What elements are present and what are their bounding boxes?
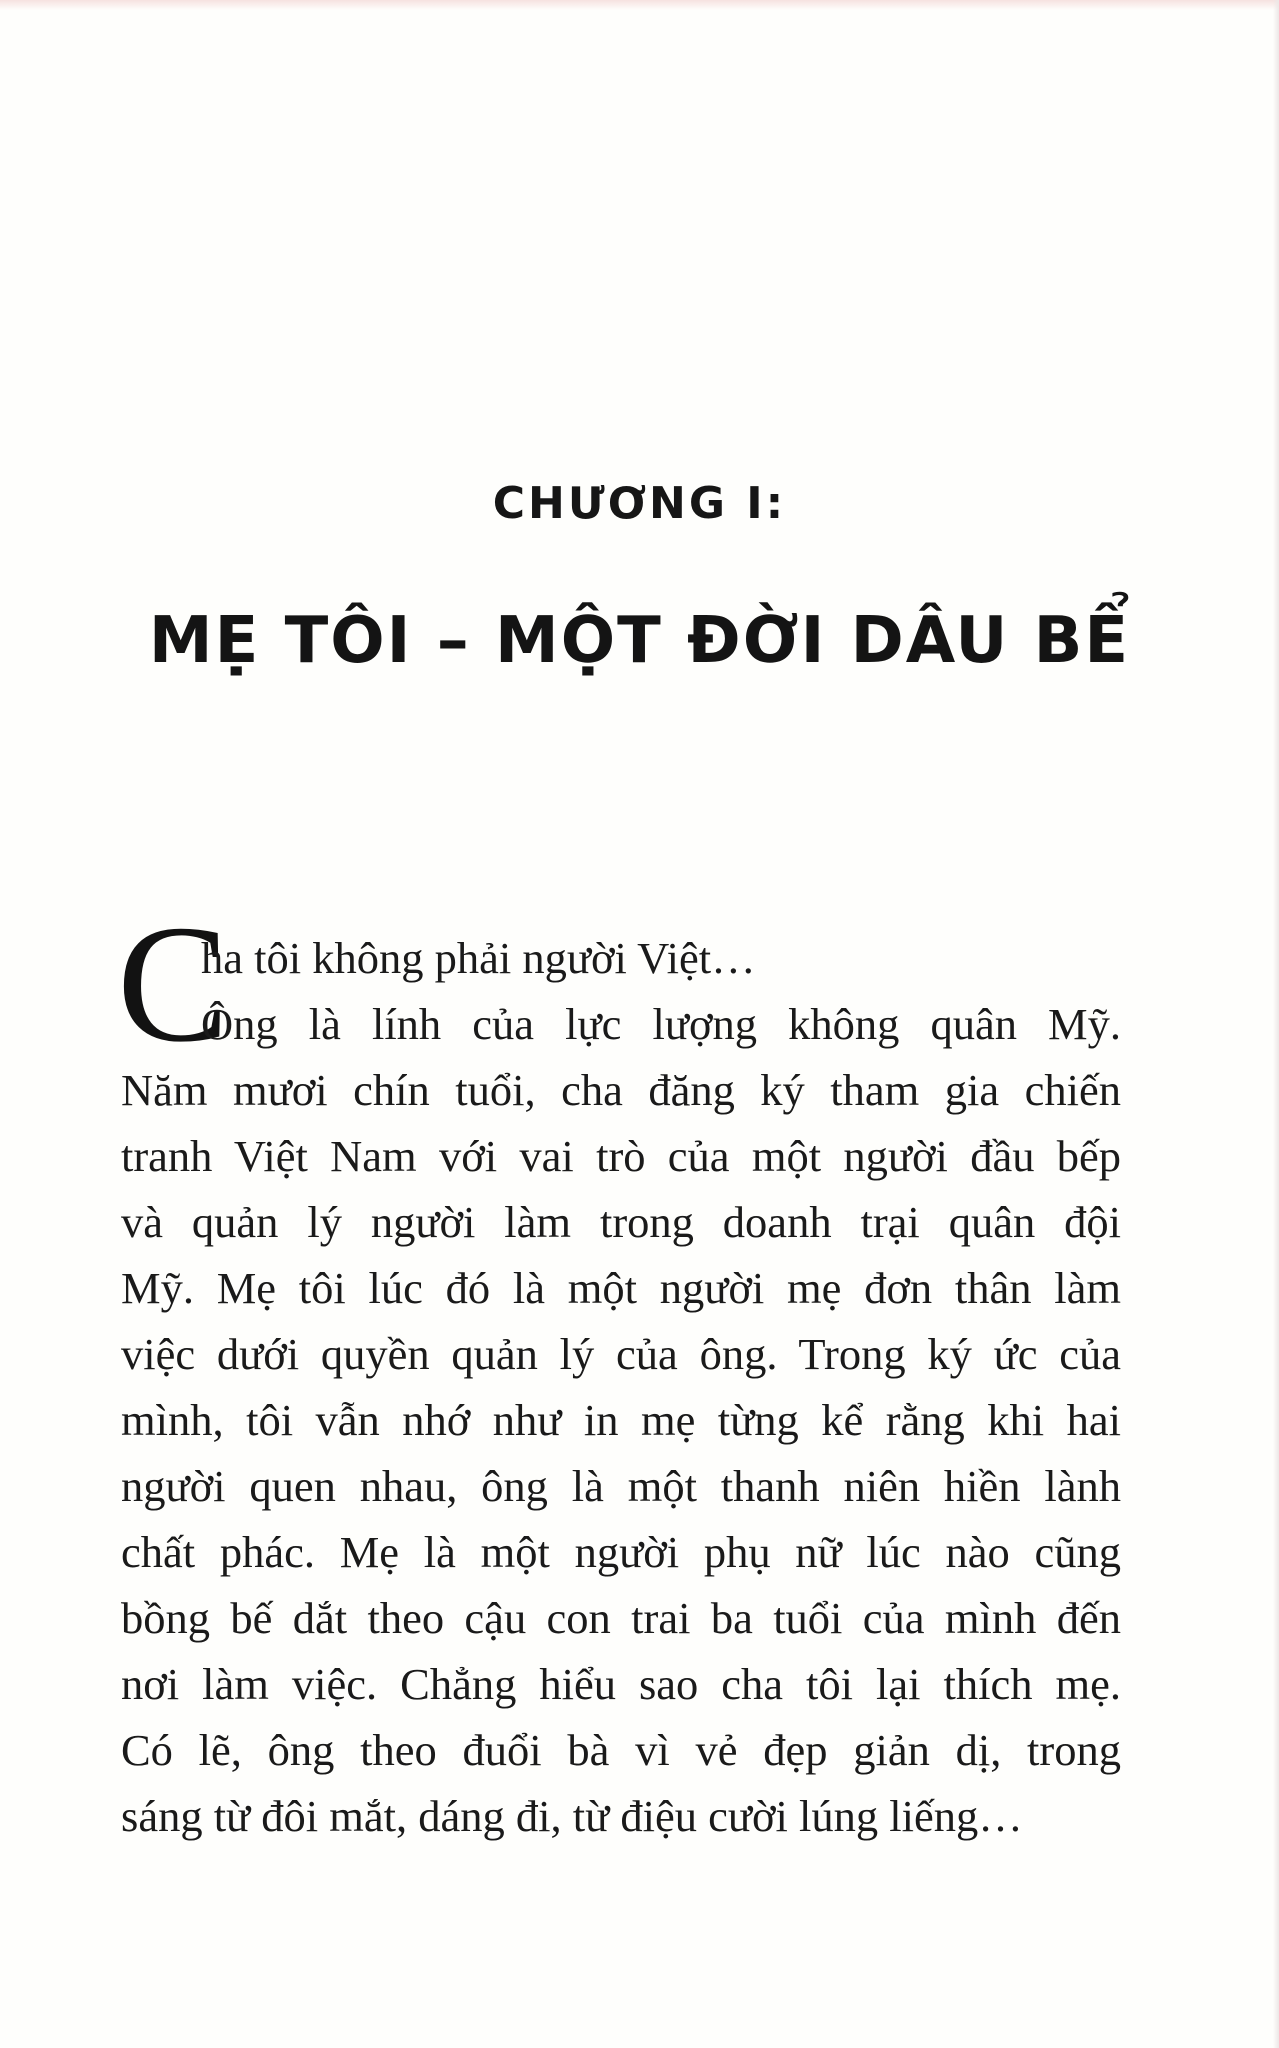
body-line: và quản lý người làm trong doanh trại quân đội [121, 1197, 1121, 1247]
body-line: Năm mươi chín tuổi, cha đăng ký tham gia chiến [121, 1065, 1121, 1115]
page-right-edge [1273, 0, 1279, 2048]
body-line: bồng bế dắt theo cậu con trai ba tuổi của mình đến [121, 1593, 1121, 1643]
chapter-title: MẸ TÔI – MỘT ĐỜI DÂU BỂ [148, 604, 1131, 678]
chapter-label: CHƯƠNG I: [492, 478, 787, 529]
body-line: mình, tôi vẫn nhớ như in mẹ từng kể rằng khi hai [121, 1395, 1121, 1445]
drop-cap: C [117, 891, 230, 1077]
body-line: Mỹ. Mẹ tôi lúc đó là một người mẹ đơn thân làm [121, 1263, 1121, 1313]
body-line: tranh Việt Nam với vai trò của một người đầu bếp [121, 1131, 1121, 1181]
body-line: người quen nhau, ông là một thanh niên hiền lành [121, 1461, 1121, 1511]
body-line: Ông là lính của lực lượng không quân Mỹ. [201, 999, 1121, 1049]
page-top-edge [0, 0, 1279, 10]
body-line: ha tôi không phải người Việt… [201, 933, 756, 983]
body-line: nơi làm việc. Chẳng hiểu sao cha tôi lại thích mẹ. [121, 1659, 1121, 1709]
body-line: Có lẽ, ông theo đuổi bà vì vẻ đẹp giản dị, trong [121, 1725, 1121, 1775]
body-line: chất phác. Mẹ là một người phụ nữ lúc nào cũng [121, 1527, 1121, 1577]
body-line: sáng từ đôi mắt, dáng đi, từ điệu cười lúng liếng… [121, 1791, 1023, 1841]
body-paragraph [121, 925, 1121, 1849]
body-line: việc dưới quyền quản lý của ông. Trong ký ức của [121, 1329, 1121, 1379]
